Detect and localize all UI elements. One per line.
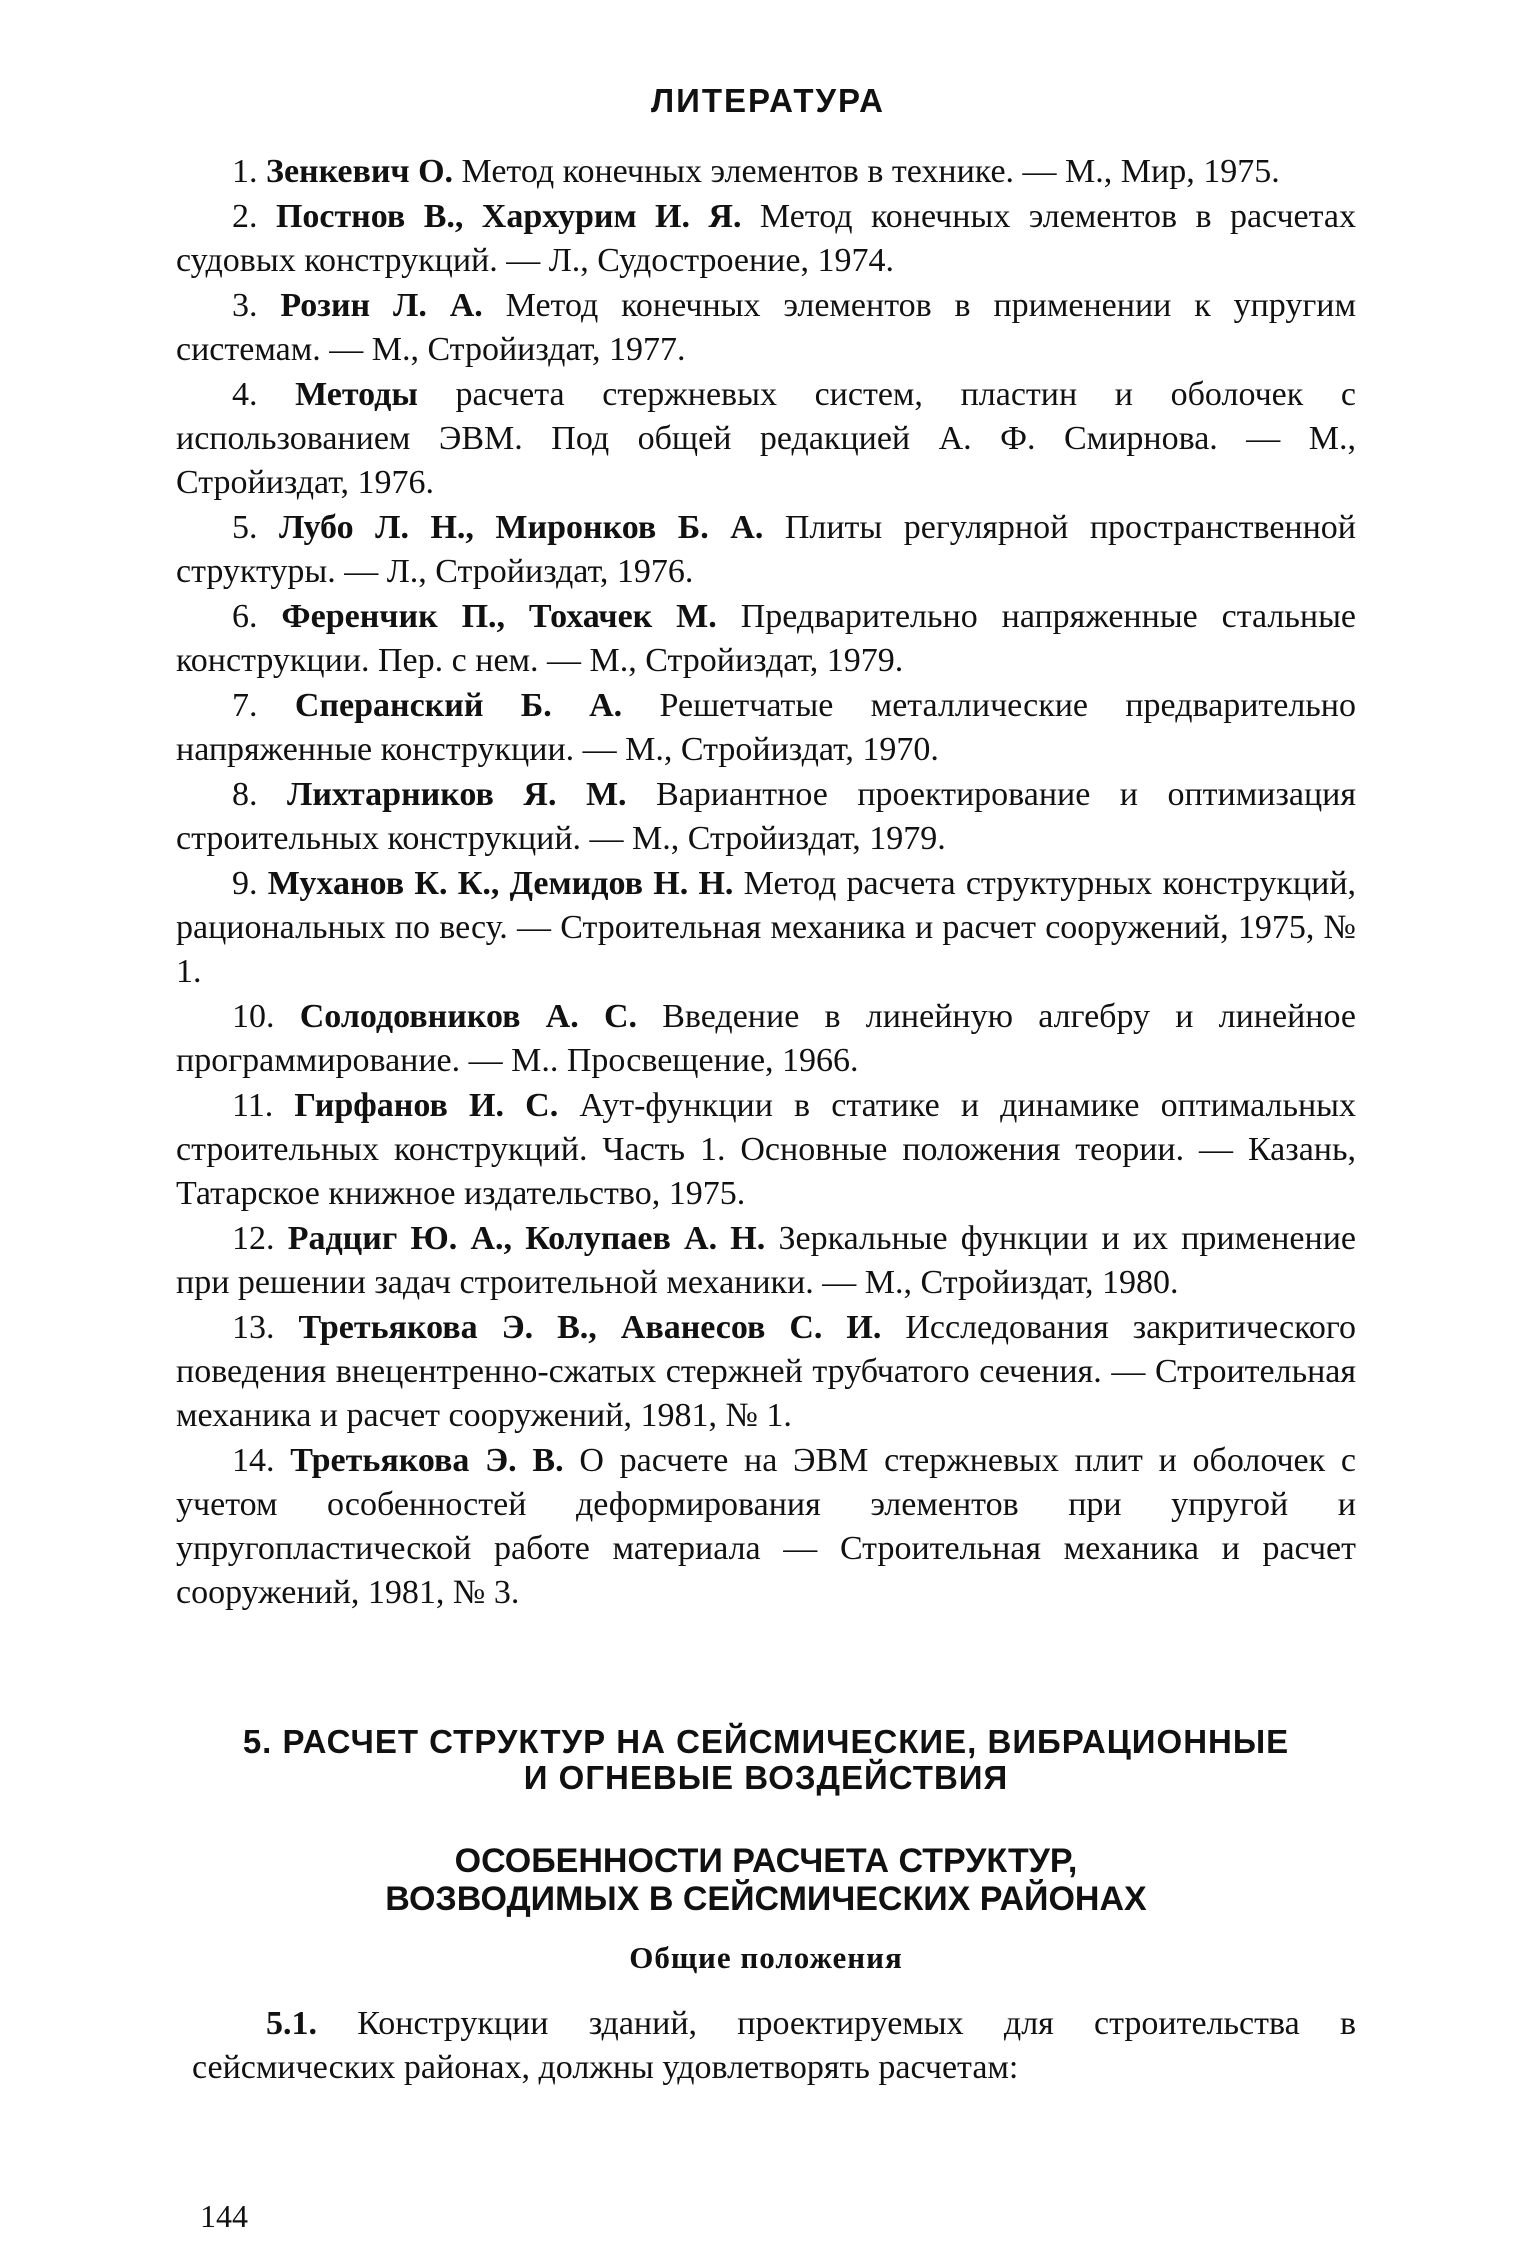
reference-text: Зеркальные функции и их применение при решении задач строительной механики. — М., Стройиздат, 1980. [176, 1220, 1357, 1301]
reference-item [176, 195, 1356, 283]
reference-text: Метод конечных элементов в технике. — М., Мир, 1975. [461, 153, 1280, 190]
reference-authors: Муханов К. К., Демидов Н. Н. [267, 865, 734, 902]
subsection-title: Общие положения [629, 1940, 903, 1975]
reference-number: 5. [232, 509, 258, 546]
reference-text: Аут-функции в статике и динамике оптимальных строительных конструкций. Часть 1. Основные положения теории. — Казань, Татарское книжное издательство, 1975. [176, 1087, 1357, 1212]
reference-number: 6. [232, 598, 258, 635]
chapter-title [176, 1724, 1356, 1796]
reference-authors: Солодовников А. С. [299, 998, 638, 1035]
reference-text: Исследования закритического поведения внецентренно-сжатых стержней трубчатого сечения. — Строительная механика и расчет сооружений, 1981, № 1. [176, 1309, 1357, 1434]
reference-number: 7. [232, 687, 258, 724]
reference-item [176, 1439, 1356, 1615]
reference-number: 9. [232, 865, 258, 902]
reference-item [176, 773, 1356, 861]
reference-item [176, 1217, 1356, 1305]
paragraph-text: Конструкции зданий, проектируемых для строительства в сейсмических районах, должны удовлетворять расчетам: [192, 2005, 1356, 2086]
reference-number: 12. [232, 1220, 275, 1257]
reference-item [176, 684, 1356, 772]
paragraph-number: 5.1. [266, 2005, 317, 2042]
reference-authors: Розин Л. А. [280, 287, 483, 324]
chapter-title-line: 5. РАСЧЕТ СТРУКТУР НА СЕЙСМИЧЕСКИЕ, ВИБРАЦИОННЫЕ [242, 1723, 1290, 1760]
reference-text: Предварительно напряженные стальные конструкции. Пер. с нем. — М., Стройиздат, 1979. [176, 598, 1357, 679]
reference-item [176, 995, 1356, 1083]
reference-text: Введение в линейную алгебру и линейное программирование. — М.. Просвещение, 1966. [176, 998, 1356, 1079]
reference-number: 10. [232, 998, 275, 1035]
reference-authors: Ференчик П., Тохачек М. [281, 598, 717, 635]
reference-authors: Постнов В., Хархурим И. Я. [275, 198, 742, 235]
reference-number: 3. [232, 287, 258, 324]
reference-text: Плиты регулярной пространственной структуры. — Л., Стройиздат, 1976. [176, 509, 1356, 590]
section-title [176, 1842, 1356, 1918]
reference-authors: Лубо Л. Н., Миронков Б. А. [279, 509, 764, 546]
reference-number: 1. [232, 153, 258, 190]
reference-item [176, 1306, 1356, 1438]
section-title-line: ВОЗВОДИМЫХ В СЕЙСМИЧЕСКИХ РАЙОНАХ [385, 1880, 1147, 1918]
reference-text: Метод конечных элементов в расчетах судовых конструкций. — Л., Судостроение, 1974. [176, 198, 1357, 279]
chapter-title-line: И ОГНЕВЫЕ ВОЗДЕЙСТВИЯ [523, 1759, 1009, 1796]
reference-text: О расчете на ЭВМ стержневых плит и оболочек с учетом особенностей деформирования элементов при упругой и упругопластической работе материала — Строительная механика и расчет сооружений, 1981, № 3. [176, 1442, 1357, 1611]
reference-item [176, 506, 1356, 594]
reference-authors: Гирфанов И. С. [294, 1087, 559, 1124]
reference-item [176, 373, 1356, 505]
reference-authors: Методы [295, 376, 418, 413]
reference-text: Решетчатые металлические предварительно напряженные конструкции. — М., Стройиздат, 1970. [176, 687, 1357, 768]
reference-authors: Третьякова Э. В. [290, 1442, 564, 1479]
reference-authors: Радциг Ю. А., Колупаев А. Н. [287, 1220, 766, 1257]
reference-authors: Сперанский Б. А. [294, 687, 623, 724]
reference-list [176, 150, 1356, 1616]
reference-text: Метод конечных элементов в применении к упругим системам. — М., Стройиздат, 1977. [176, 287, 1357, 368]
page-number: 144 [200, 2198, 248, 2234]
reference-authors: Лихтарников Я. М. [286, 776, 627, 813]
reference-authors: Третьякова Э. В., Аванесов С. И. [298, 1309, 882, 1346]
reference-authors: Зенкевич О. [266, 153, 454, 190]
reference-item [176, 1084, 1356, 1216]
reference-number: 11. [232, 1087, 274, 1124]
references-heading: ЛИТЕРАТУРА [651, 82, 885, 119]
reference-number: 13. [232, 1309, 275, 1346]
reference-text: расчета стержневых систем, пластин и оболочек с использованием ЭВМ. Под общей редакцией А. Ф. Смирнова. — М., Стройиздат, 1976. [176, 376, 1357, 501]
reference-item [176, 862, 1356, 994]
reference-item [176, 150, 1356, 194]
reference-number: 4. [232, 376, 258, 413]
reference-number: 2. [232, 198, 258, 235]
reference-item [176, 595, 1356, 683]
section-title-line: ОСОБЕННОСТИ РАСЧЕТА СТРУКТУР, [454, 1842, 1078, 1880]
reference-number: 14. [232, 1442, 275, 1479]
body-paragraph [192, 2002, 1356, 2090]
reference-number: 8. [232, 776, 258, 813]
reference-text: Метод расчета структурных конструкций, рациональных по весу. — Строительная механика и расчет сооружений, 1975, № 1. [176, 865, 1357, 990]
reference-text: Вариантное проектирование и оптимизация строительных конструкций. — М., Стройиздат, 1979. [176, 776, 1356, 857]
reference-item [176, 284, 1356, 372]
